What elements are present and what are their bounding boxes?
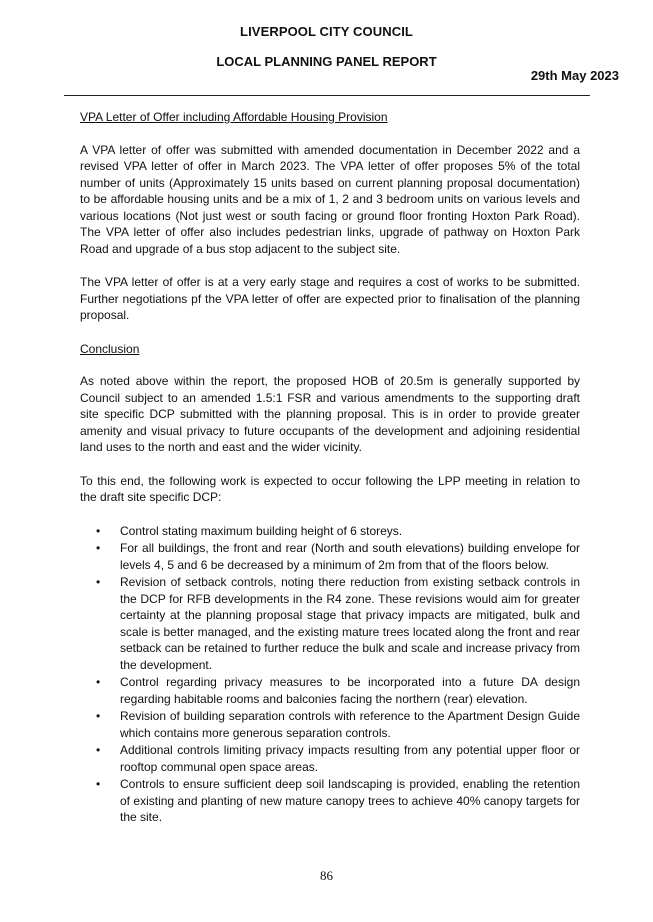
list-item bbox=[80, 742, 580, 775]
bullet-icon: • bbox=[96, 541, 101, 555]
bullet-icon: • bbox=[96, 523, 101, 538]
dcp-work-list bbox=[80, 523, 580, 826]
report-title: LOCAL PLANNING PANEL REPORT bbox=[216, 54, 437, 69]
bullet-icon: • bbox=[96, 575, 101, 589]
report-body bbox=[80, 109, 580, 827]
list-item-text: Revision of setback controls, noting there reduction from existing setback controls in the DCP for RFB developments in the R4 zone. These revisions would aim for greater certainty at the planning proposal stage that privacy impacts are mitigated, bulk and scale is better managed, and the existing mature trees located along the front and rear setback can be retained to further reduce the bulk and scale and increase privacy from the development. bbox=[120, 575, 580, 672]
vpa-heading: VPA Letter of Offer including Affordable Housing Provision bbox=[80, 110, 388, 124]
bullet-icon: • bbox=[96, 709, 101, 723]
list-item bbox=[80, 776, 580, 826]
bullet-icon: • bbox=[96, 675, 101, 689]
page-number: 86 bbox=[320, 868, 333, 883]
conclusion-paragraph-1: As noted above within the report, the proposed HOB of 20.5m is generally supported by Council subject to an amended 1.5:1 FSR and various amendments to the supporting draft site specific DCP submitted with the planning proposal. This is in order to provide greater amenity and visual privacy to future occupants of the development and adjoining residential land uses to the north and east and the wider vicinity. bbox=[80, 374, 580, 454]
list-item-text: For all buildings, the front and rear (North and south elevations) building envelope for levels 4, 5 and 6 be decreased by a minimum of 2m from that of the floors below. bbox=[120, 541, 580, 572]
conclusion-heading: Conclusion bbox=[80, 341, 140, 356]
bullet-icon: • bbox=[96, 743, 101, 757]
list-item bbox=[80, 523, 580, 540]
list-item bbox=[80, 574, 580, 673]
list-item-text: Revision of building separation controls with reference to the Apartment Design Guide which contains more generous separation controls. bbox=[120, 709, 580, 740]
list-item bbox=[80, 540, 580, 573]
list-item-text: Control stating maximum building height of 6 storeys. bbox=[120, 523, 403, 538]
bullet-icon: • bbox=[96, 777, 101, 791]
list-item-text: Controls to ensure sufficient deep soil landscaping is provided, enabling the retention of existing and planting of new mature canopy trees to achieve 40% canopy targets for the site. bbox=[120, 777, 580, 824]
header-divider bbox=[64, 95, 590, 96]
list-item bbox=[80, 674, 580, 707]
vpa-paragraph-1: A VPA letter of offer was submitted with amended documentation in December 2022 and a revised VPA letter of offer in March 2023. The VPA letter of offer proposes 5% of the total number of units (Approximately 15 units based on current planning proposal documentation) to be affordable housing units and be a mix of 1, 2 and 3 bedroom units on various levels and various locations (Not just west or south facing or ground floor fronting Hoxton Park Road). The VPA letter of offer also includes pedestrian links, upgrade of pathway on Hoxton Park Road and upgrade of a bus stop adjacent to the subject site. bbox=[80, 142, 580, 256]
vpa-paragraph-2: The VPA letter of offer is at a very early stage and requires a cost of works to be submitted. Further negotiations pf the VPA letter of offer are expected prior to finalisation of the planning proposal. bbox=[80, 275, 580, 322]
report-date: 29th May 2023 bbox=[530, 68, 619, 83]
list-item-text: Control regarding privacy measures to be incorporated into a future DA design regarding habitable rooms and balconies facing the northern (rear) elevation. bbox=[120, 675, 580, 706]
list-item-text: Additional controls limiting privacy impacts resulting from any potential upper floor or rooftop communal open space areas. bbox=[120, 743, 580, 774]
conclusion-paragraph-2: To this end, the following work is expected to occur following the LPP meeting in relation to the draft site specific DCP: bbox=[80, 473, 580, 504]
list-item bbox=[80, 708, 580, 741]
organisation-name: LIVERPOOL CITY COUNCIL bbox=[240, 24, 413, 39]
